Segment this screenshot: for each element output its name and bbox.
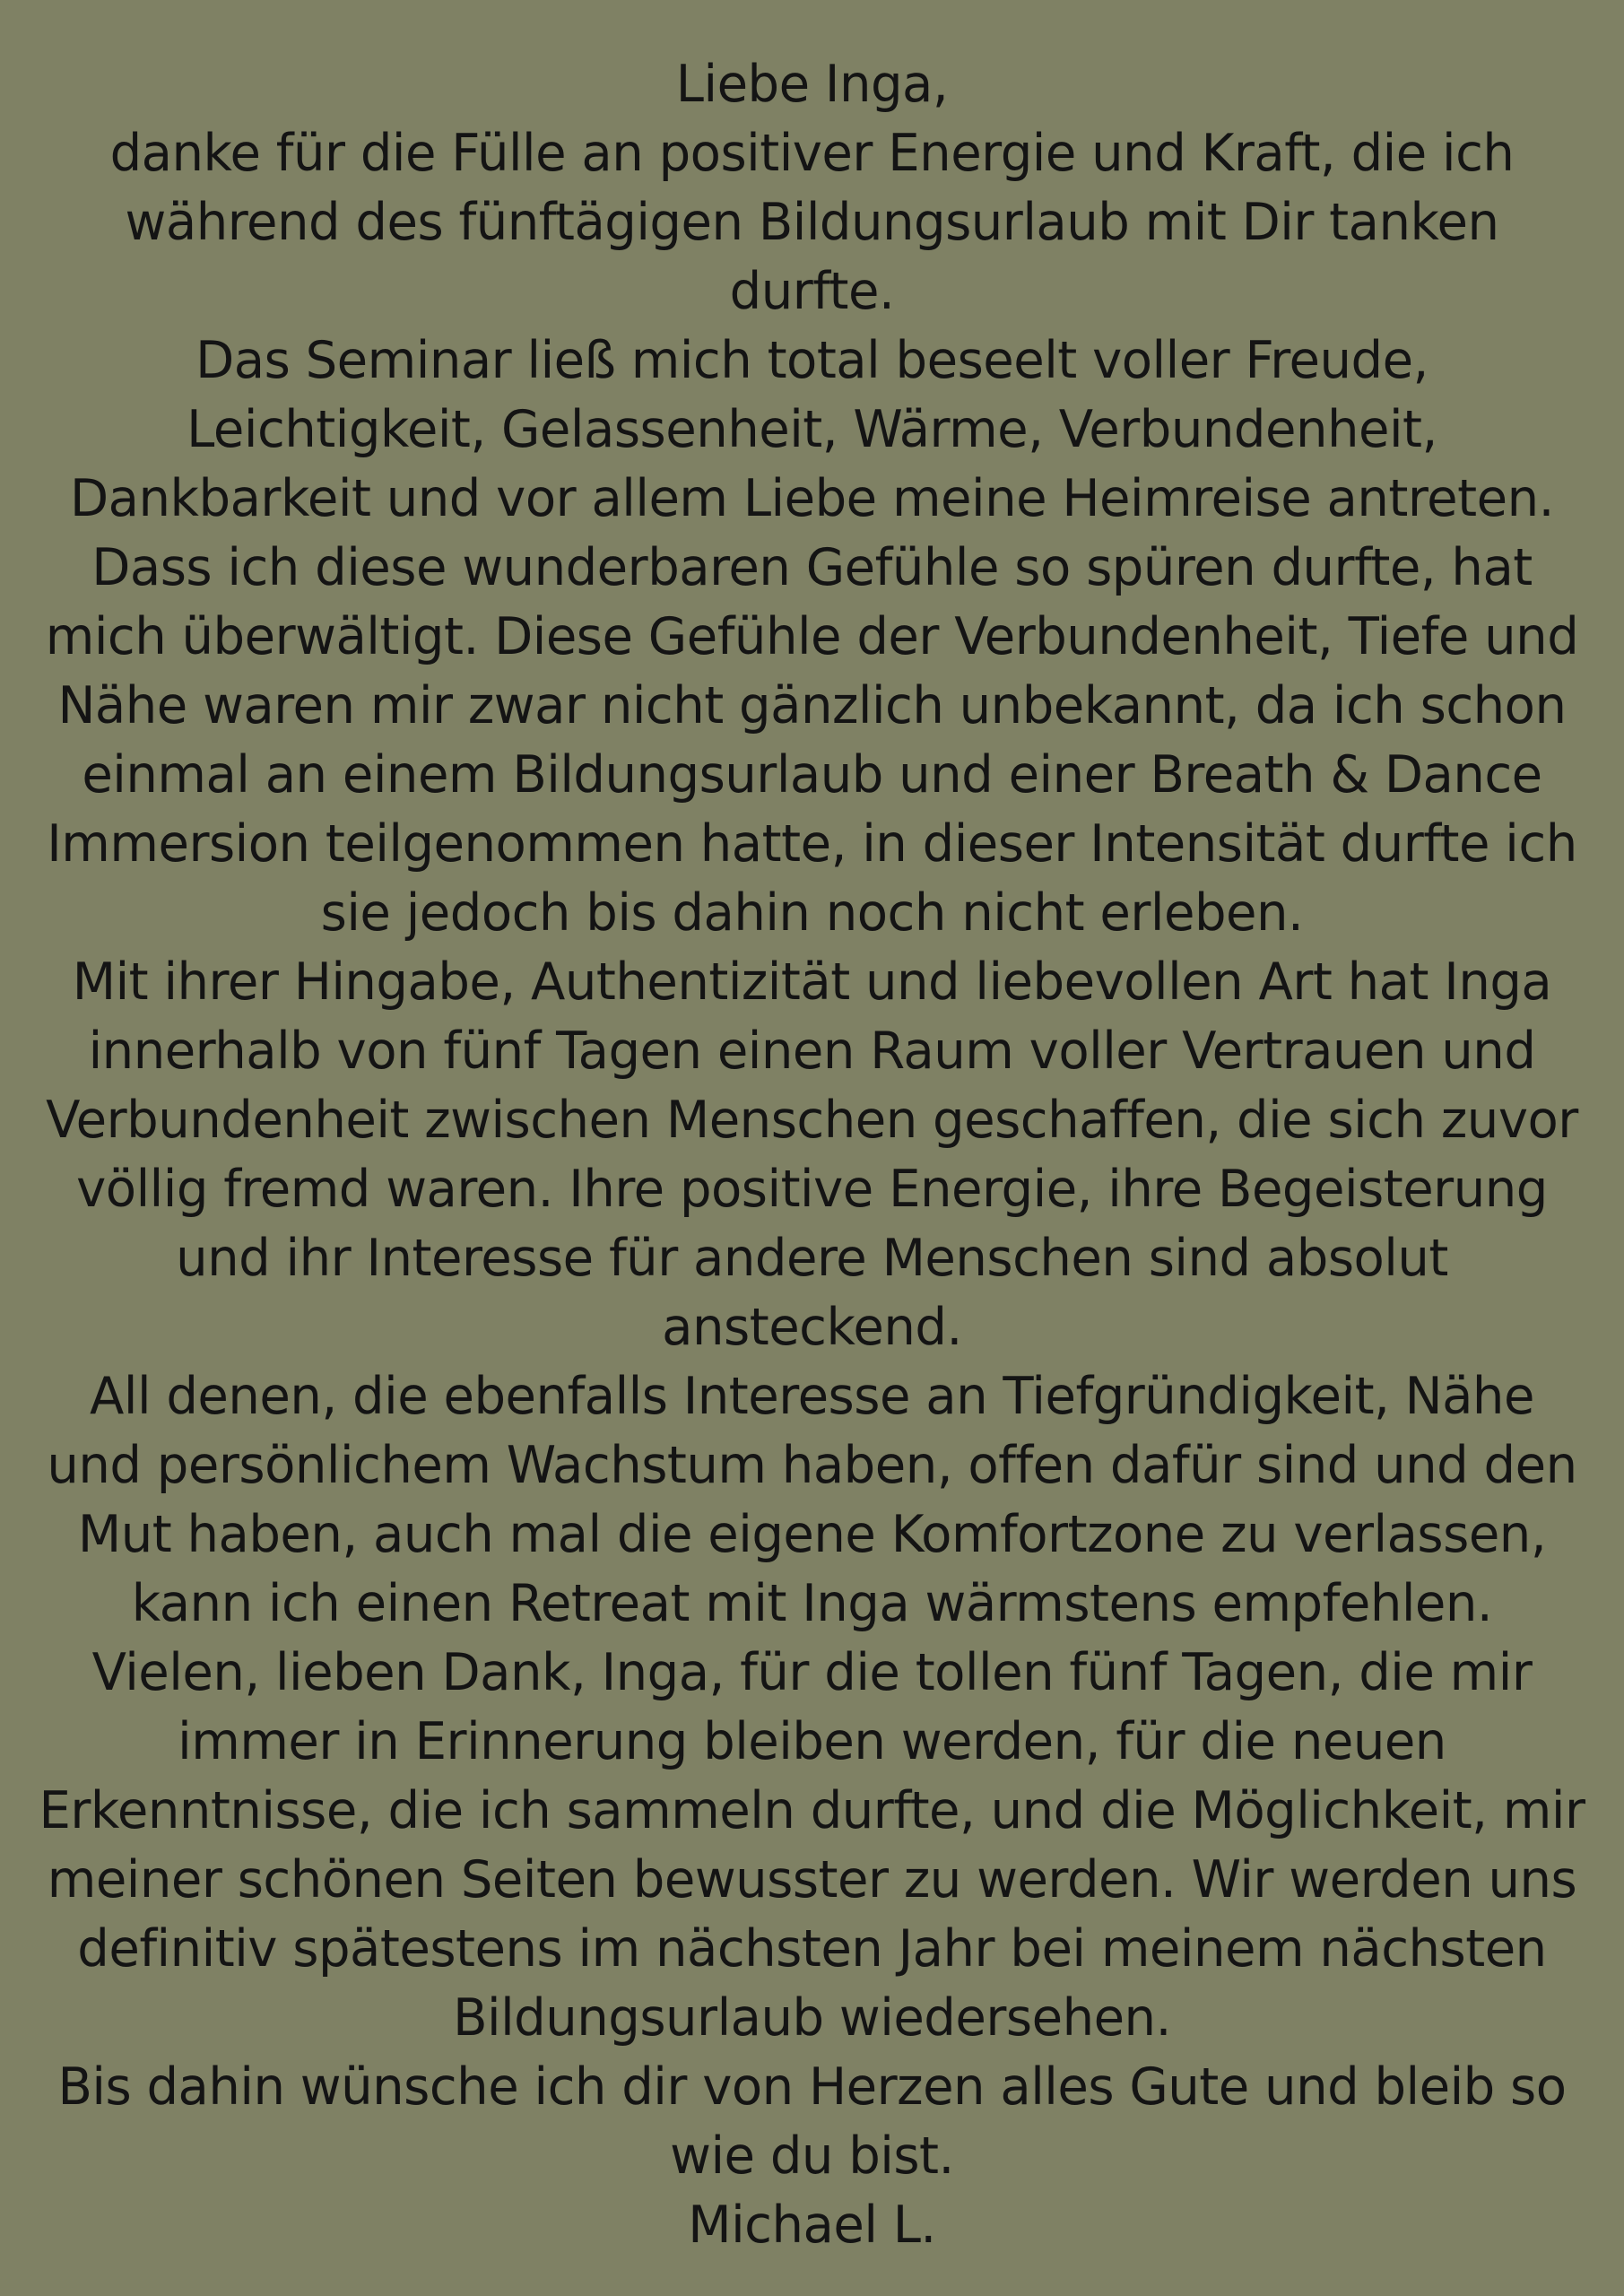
- letter-line: während des fünftägigen Bildungsurlaub mit Dir tanken: [125, 193, 1499, 252]
- letter-line: Dass ich diese wunderbaren Gefühle so spüren durfte, hat: [91, 538, 1533, 597]
- letter-line: Mut haben, auch mal die eigene Komfortzone zu verlassen,: [77, 1505, 1547, 1564]
- testimonial-letter: [0, 50, 1624, 2260]
- letter-line: Immersion teilgenommen hatte, in dieser Intensität durfte ich: [47, 814, 1577, 874]
- letter-line: Das Seminar ließ mich total beseelt voller Freude,: [195, 331, 1429, 390]
- letter-line: meiner schönen Seiten bewusster zu werden. Wir werden uns: [47, 1850, 1577, 1909]
- letter-signature: Michael L.: [688, 2196, 936, 2255]
- letter-line: Bis dahin wünsche ich dir von Herzen alles Gute und bleib so: [57, 2057, 1567, 2117]
- letter-line: durfte.: [729, 262, 895, 321]
- letter-line: Dankbarkeit und vor allem Liebe meine Heimreise antreten.: [70, 469, 1554, 528]
- letter-greeting: Liebe Inga,: [675, 55, 949, 114]
- letter-line: mich überwältigt. Diese Gefühle der Verbundenheit, Tiefe und: [45, 607, 1579, 666]
- letter-line: wie du bist.: [670, 2126, 954, 2186]
- letter-line: Erkenntnisse, die ich sammeln durfte, und die Möglichkeit, mir: [39, 1781, 1585, 1840]
- letter-line: kann ich einen Retreat mit Inga wärmstens empfehlen.: [131, 1574, 1493, 1633]
- letter-line: immer in Erinnerung bleiben werden, für die neuen: [178, 1712, 1446, 1771]
- letter-line: All denen, die ebenfalls Interesse an Tiefgründigkeit, Nähe: [90, 1367, 1534, 1426]
- letter-line: Leichtigkeit, Gelassenheit, Wärme, Verbundenheit,: [187, 400, 1437, 459]
- letter-line: danke für die Fülle an positiver Energie und Kraft, die ich: [109, 124, 1515, 183]
- letter-line: ansteckend.: [662, 1298, 962, 1357]
- letter-line: innerhalb von fünf Tagen einen Raum voller Vertrauen und: [88, 1022, 1536, 1081]
- letter-line: und persönlichem Wachstum haben, offen dafür sind und den: [47, 1436, 1577, 1495]
- letter-line: definitiv spätestens im nächsten Jahr bei meinem nächsten: [77, 1919, 1547, 1979]
- letter-line: sie jedoch bis dahin noch nicht erleben.: [320, 883, 1304, 943]
- letter-line: Bildungsurlaub wiedersehen.: [453, 1988, 1171, 2048]
- letter-line: Verbundenheit zwischen Menschen geschaffen, die sich zuvor: [46, 1091, 1578, 1150]
- letter-line: und ihr Interesse für andere Menschen sind absolut: [176, 1229, 1448, 1288]
- letter-line: Mit ihrer Hingabe, Authentizität und liebevollen Art hat Inga: [72, 952, 1552, 1012]
- letter-line: Vielen, lieben Dank, Inga, für die tollen fünf Tagen, die mir: [91, 1643, 1533, 1702]
- letter-line: Nähe waren mir zwar nicht gänzlich unbekannt, da ich schon: [57, 676, 1567, 735]
- letter-line: einmal an einem Bildungsurlaub und einer Breath & Dance: [82, 745, 1542, 804]
- letter-line: völlig fremd waren. Ihre positive Energie, ihre Begeisterung: [76, 1160, 1548, 1219]
